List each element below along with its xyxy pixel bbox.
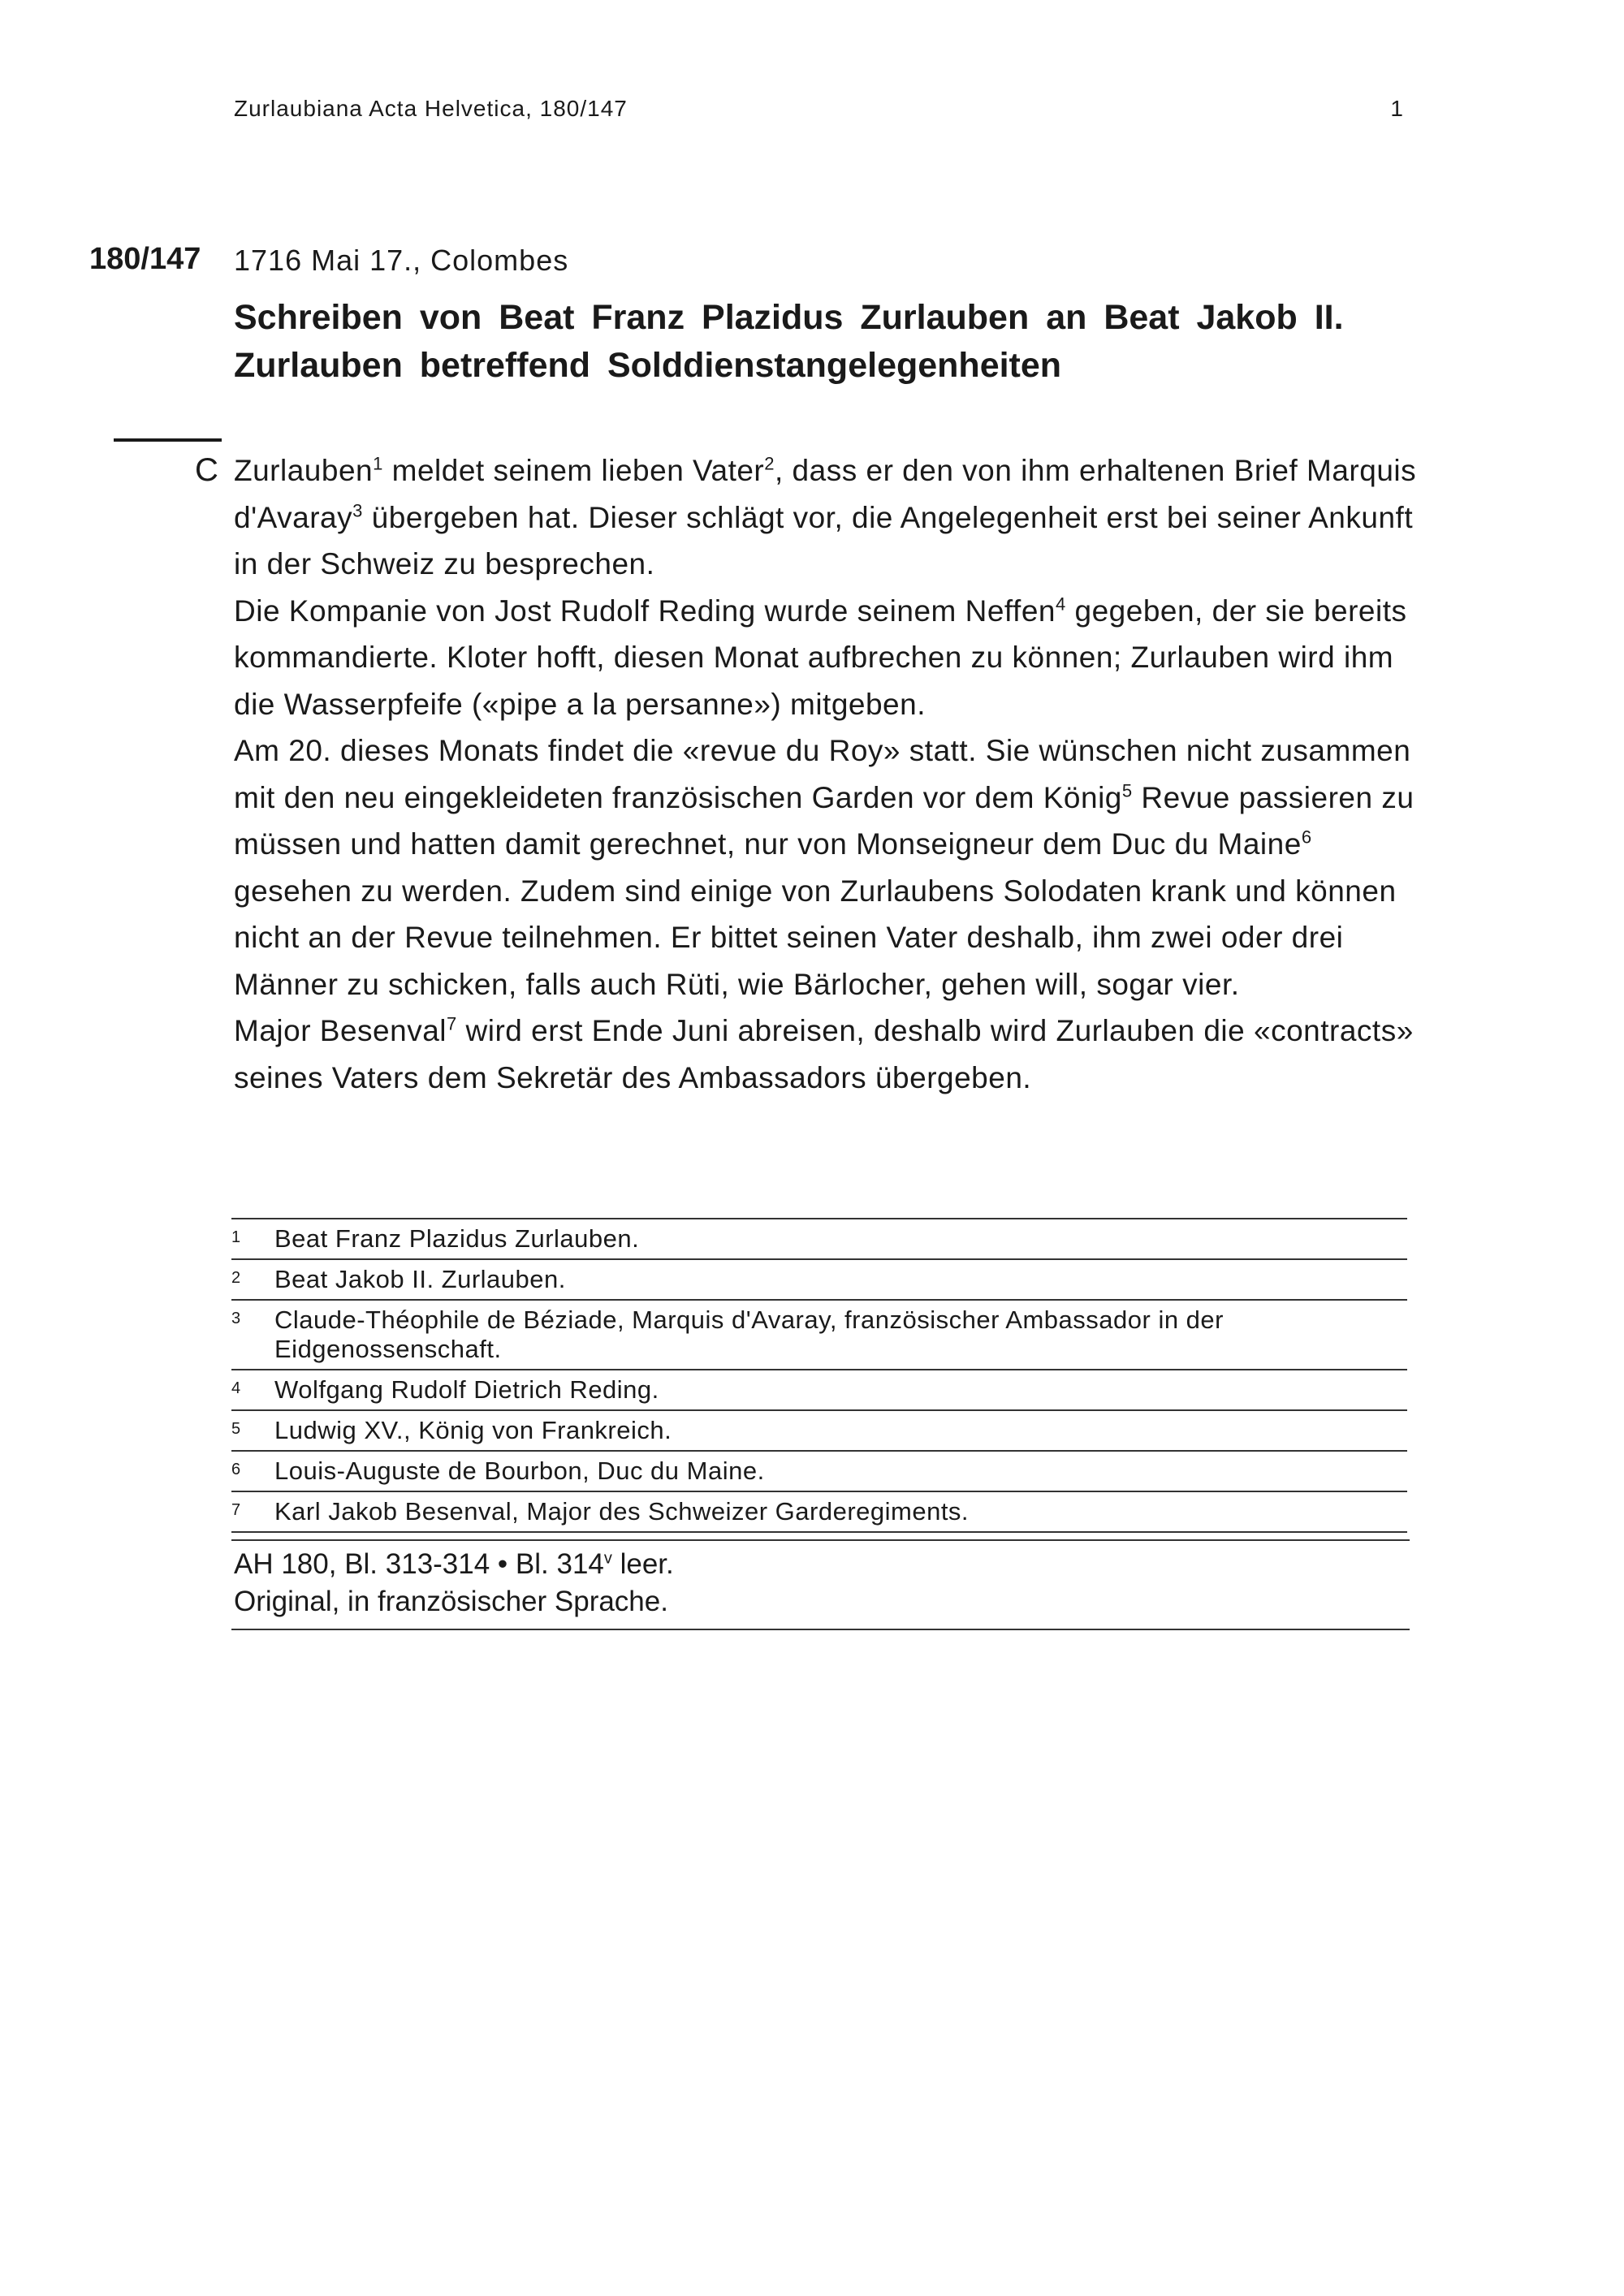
summary-text-segment: übergeben hat. Dieser schlägt vor, die Angelegenheit erst bei seiner Ankunft in der Schweiz zu besprechen.	[234, 500, 1414, 580]
summary-text-segment: gegeben, der sie bereits kommandierte. Kloter hofft, diesen Monat aufbrechen zu können; Zurlauben wird ihm die Wasserpfeife («pipe a la persanne») mitgeben.	[234, 593, 1407, 721]
footnote-text: Louis-Auguste de Bourbon, Duc du Maine.	[274, 1457, 765, 1485]
source-text: leer.	[611, 1548, 674, 1580]
source-text: AH 180, Bl. 313-314 • Bl. 314	[234, 1548, 604, 1580]
summary-text-segment: meldet seinem lieben Vater	[382, 454, 765, 487]
running-header-title: Zurlaubiana Acta Helvetica, 180/147	[234, 96, 628, 121]
summary-text-segment: Revue passieren zu müssen und hatten damit gerechnet, nur von Monseigneur dem Duc du Maine	[234, 780, 1415, 861]
footnote-ref: 6	[1301, 826, 1312, 848]
footnote-item	[231, 1491, 1407, 1533]
summary-paragraph	[234, 727, 1419, 1008]
footnote-item	[231, 1258, 1407, 1299]
document-title	[234, 294, 1403, 390]
footnote-ref: 7	[447, 1013, 457, 1034]
footnote-text: Karl Jakob Besenval, Major des Schweizer Garderegiments.	[274, 1497, 970, 1526]
footnote-text: Wolfgang Rudolf Dietrich Reding.	[274, 1375, 659, 1404]
document-number: 180/147	[89, 242, 201, 276]
summary-text-segment: , dass er den von ihm erhaltenen Brief Marquis d'Avaray	[234, 454, 1417, 534]
footnote-number: 3	[231, 1310, 241, 1327]
footnote-text: Beat Franz Plazidus Zurlauben.	[274, 1224, 640, 1253]
footnote-number: 4	[231, 1379, 241, 1397]
source-line-1	[234, 1546, 1410, 1583]
footnote-ref: 1	[373, 453, 383, 474]
summary-paragraph	[234, 588, 1419, 728]
summary-text-segment: wird erst Ende Juni abreisen, deshalb wird Zurlauben die «contracts» seines Vaters dem Sekretär des Ambassadors übergeben.	[234, 1014, 1414, 1094]
footnote-item	[231, 1299, 1407, 1369]
footnote-ref: 3	[352, 500, 363, 521]
footnote-item	[231, 1450, 1407, 1491]
summary-text-segment: gesehen zu werden. Zudem sind einige von Zurlaubens Solodaten krank und können nicht an der Revue teilnehmen. Er bittet seinen Vater deshalb, ihm zwei oder drei Männer zu schicken, falls auch Rüti, wie Bärlocher, gehen will, sogar vier.	[234, 874, 1397, 1001]
footnote-text: Claude-Théophile de Béziade, Marquis d'Avaray, französischer Ambassador in der Eidgenossenschaft.	[274, 1306, 1224, 1363]
footnote-item	[231, 1409, 1407, 1450]
footnote-ref: 4	[1055, 593, 1066, 615]
document-date-place: 1716 Mai 17., Colombes	[234, 244, 569, 277]
footnote-number: 6	[231, 1461, 241, 1478]
footnote-number: 1	[231, 1228, 241, 1246]
summary-divider	[114, 438, 222, 442]
footnote-text: Beat Jakob II. Zurlauben.	[274, 1265, 566, 1293]
verso-marker: v	[603, 1549, 612, 1568]
footnote-number: 7	[231, 1501, 241, 1519]
footnote-text: Ludwig XV., König von Frankreich.	[274, 1416, 672, 1444]
document-title-line-1: Schreiben von Beat Franz Plazidus Zurlauben an Beat Jakob II.	[234, 298, 1344, 337]
footnote-item	[231, 1369, 1407, 1409]
summary-text-segment: Am 20. dieses Monats findet die «revue du Roy» statt. Sie wünschen nicht zusammen mit den neu eingekleideten französischen Garden vor dem König	[234, 734, 1411, 814]
source-citation	[231, 1539, 1410, 1630]
footnote-ref: 5	[1121, 780, 1133, 801]
footnote-number: 2	[231, 1269, 241, 1287]
summary-text	[234, 447, 1419, 1101]
page-number: 1	[1390, 96, 1403, 121]
footnotes-list	[231, 1218, 1407, 1533]
summary-text-segment: Die Kompanie von Jost Rudolf Reding wurde seinem Neffen	[234, 593, 1056, 628]
summary-label: C	[195, 452, 218, 488]
summary-paragraph	[234, 447, 1419, 588]
document-title-line-2: Zurlauben betreffend Solddienstangelegenheiten	[234, 346, 1062, 385]
summary-text-segment: Zurlauben	[234, 454, 374, 487]
footnote-item	[231, 1218, 1407, 1258]
summary-text-segment: Major Besenval	[234, 1014, 447, 1047]
summary-paragraph	[234, 1008, 1419, 1101]
footnote-ref: 2	[764, 453, 775, 474]
source-line-2: Original, in französischer Sprache.	[234, 1586, 668, 1617]
footnote-number: 5	[231, 1420, 241, 1438]
